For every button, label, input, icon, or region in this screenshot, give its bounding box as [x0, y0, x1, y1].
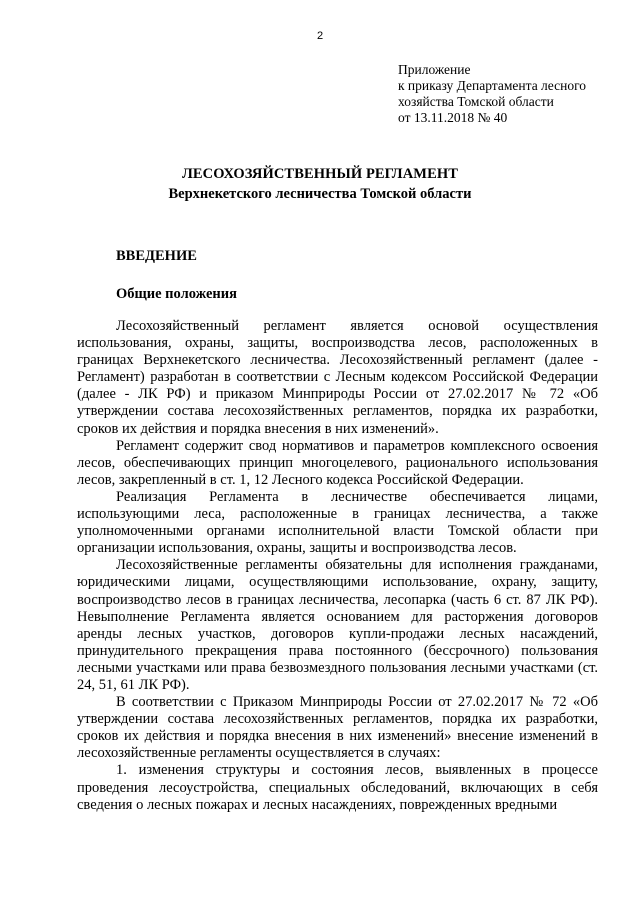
paragraph: Лесохозяйственные регламенты обязательны для исполнения гражданами, юридическими лицами, осуществляющими использование, охрану, защиту, воспроизводство лесов в границах лесничества, лесопарка (часть 6 ст. 87 ЛК РФ). Невыполнение Регламента является основанием для расторжения договоров аренды лесных участков, договоров купли-продажи лесных насаждений, принудительного прекращения права постоянного (бессрочного) пользования лесными участками или права безвозмездного пользования лесными участками (ст. 24, 51, 61 ЛК РФ).: [77, 557, 598, 693]
sub-heading: Общие положения: [116, 286, 237, 302]
paragraph: Реализация Регламента в лесничестве обеспечивается лицами, использующими леса, расположенные в границах лесничества, а также уполномоченными органами исполнительной власти Томской области при организации использования, охраны, защиты и воспроизводства лесов.: [77, 488, 598, 557]
paragraph: 1. изменения структуры и состояния лесов, выявленных в процессе проведения лесоустройства, специальных обследований, включающих в себя сведения о лесных пожарах и лесных насаждениях, поврежденных вредными: [77, 762, 598, 813]
document-subtitle: Верхнекетского лесничества Томской области: [168, 186, 472, 202]
page-number: 2: [316, 30, 324, 42]
appendix-line: к приказу Департамента лесного: [398, 78, 587, 93]
appendix-block: [398, 62, 628, 126]
paragraph: В соответствии с Приказом Минприроды России от 27.02.2017 № 72 «Об утверждении состава лесохозяйственных регламентов, порядка их разработки, сроков их действия и порядка внесения в них изменений» внесение изменений в лесохозяйственные регламенты осуществляется в случаях:: [77, 694, 598, 762]
appendix-line: хозяйства Томской области: [398, 94, 554, 109]
appendix-line: от 13.11.2018 № 40: [398, 110, 508, 125]
appendix-line: Приложение: [398, 62, 471, 77]
section-heading: ВВЕДЕНИЕ: [116, 248, 197, 264]
paragraph: Лесохозяйственный регламент является основой осуществления использования, охраны, защиты, воспроизводства лесов, расположенных в границах Верхнекетского лесничества. Лесохозяйственный регламент (далее - Регламент) разработан в соответствии с Лесным кодексом Российской Федерации (далее - ЛК РФ) и приказом Минприроды России от 27.02.2017 № 72 «Об утверждении состава лесохозяйственных регламентов, порядка их разработки, сроков их действия и порядка внесения в них изменений».: [77, 318, 598, 437]
body-text: [77, 318, 598, 814]
document-title: ЛЕСОХОЗЯЙСТВЕННЫЙ РЕГЛАМЕНТ: [182, 166, 458, 182]
paragraph: Регламент содержит свод нормативов и параметров комплексного освоения лесов, обеспечивающих принцип многоцелевого, рационального использования лесов, закрепленный в ст. 1, 12 Лесного кодекса Российской Федерации.: [77, 437, 598, 488]
